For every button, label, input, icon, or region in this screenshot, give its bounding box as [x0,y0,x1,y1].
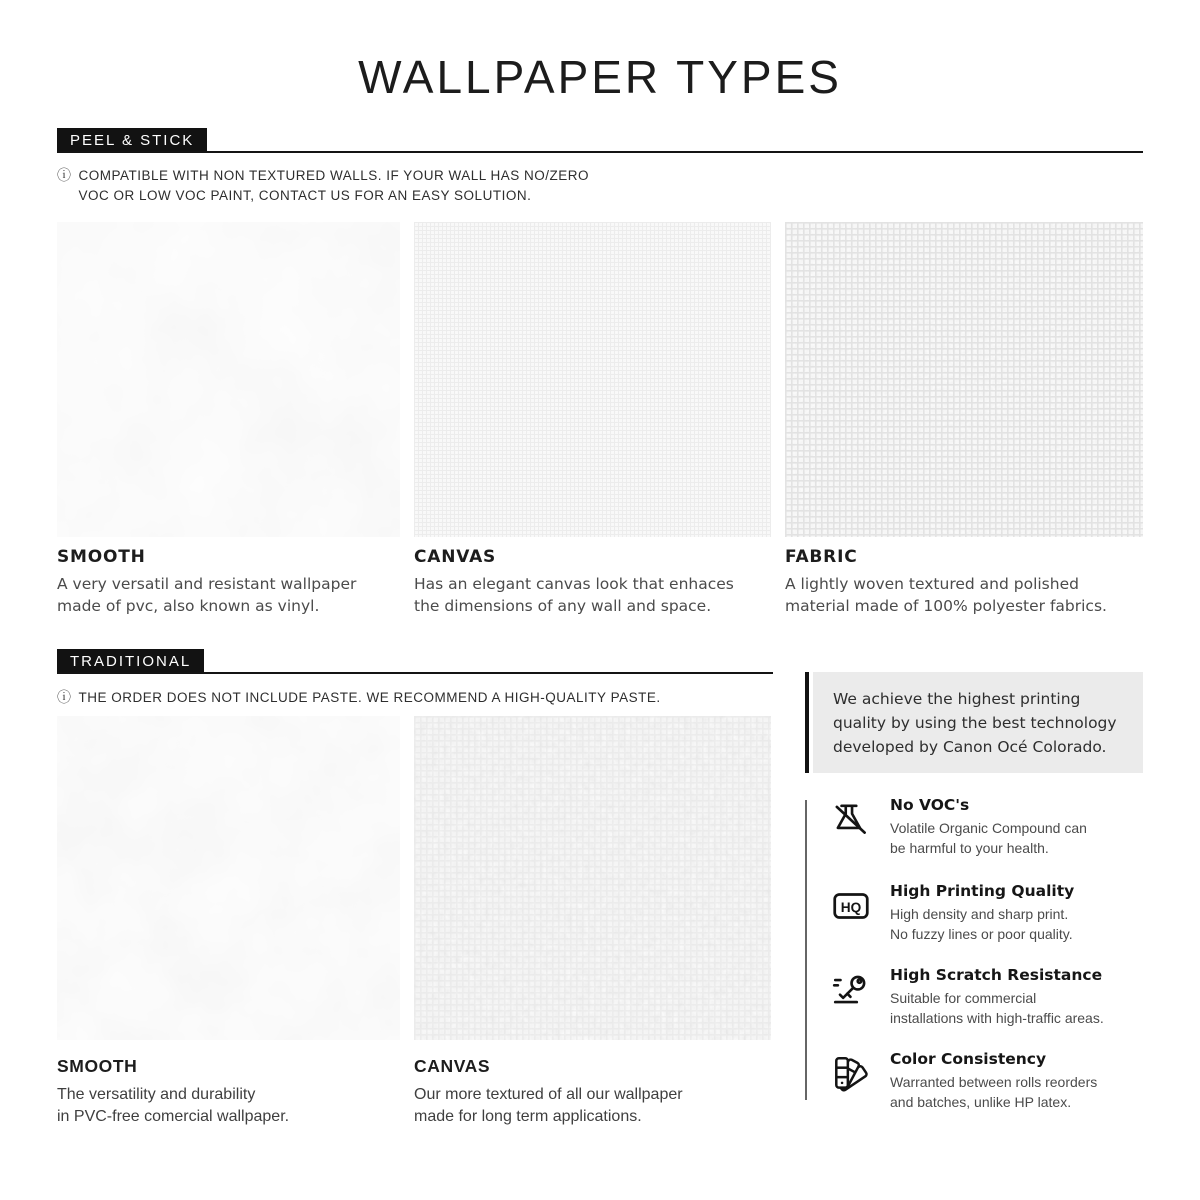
caption-fabric-peel-stick [785,547,1143,617]
feature-high-scratch-resistance [830,966,1145,1029]
swatch-description: A very versatil and resistant wallpaper made of pvc, also known as vinyl. [57,575,357,615]
feature-title: High Scratch Resistance [890,966,1103,984]
no-voc-flask-icon [830,799,872,859]
swatch-name: FABRIC [785,547,858,567]
canvas-texture-image [414,222,771,537]
swatch-name: SMOOTH [57,1056,138,1076]
section-rule-traditional [57,672,773,674]
feature-description: Warranted between rolls reorders and batches, unlike HP latex. [890,1074,1098,1111]
swatch-name: CANVAS [414,547,497,567]
feature-text [890,796,1087,859]
caption-canvas-traditional [414,1056,771,1129]
caption-smooth-peel-stick [57,547,400,617]
info-icon: ⓘ [57,690,72,706]
swatch-description: The versatility and durability in PVC-free comercial wallpaper. [57,1086,290,1126]
caption-smooth-traditional [57,1056,400,1129]
feature-title: High Printing Quality [890,882,1075,900]
section-rule-peel-stick [57,151,1143,153]
feature-no-vocs [830,796,1145,859]
swatch-row-traditional [57,716,771,1040]
color-swatchbook-icon [830,1053,872,1113]
feature-description: Suitable for commercial installations with high-traffic areas. [890,990,1104,1027]
swatch-row-peel-stick [57,222,1143,537]
feature-high-printing-quality [830,882,1145,945]
note-text: COMPATIBLE WITH NON TEXTURED WALLS. IF YOUR WALL HAS NO/ZERO VOC OR LOW VOC PAINT, CONTACT US FOR AN EASY SOLUTION. [78,168,590,204]
swatch-description: Has an elegant canvas look that enhaces the dimensions of any wall and space. [414,575,734,615]
feature-description: Volatile Organic Compound can be harmful to your health. [890,820,1087,857]
swatch-smooth-peel-stick [57,222,400,537]
swatch-canvas-traditional [414,716,771,1040]
section-badge-traditional: TRADITIONAL [57,649,204,674]
feature-color-consistency [830,1050,1145,1113]
caption-row-traditional [57,1056,771,1129]
hq-badge-icon [830,885,872,945]
feature-text [890,1050,1097,1113]
swatch-name: SMOOTH [57,547,146,567]
feature-text [890,966,1104,1029]
fabric-texture-image [785,222,1143,537]
note-traditional [57,688,661,709]
printing-quality-quote: We achieve the highest printing quality by using the best technology developed by Canon Océ Colorado. [813,672,1143,773]
note-text: THE ORDER DOES NOT INCLUDE PASTE. WE RECOMMEND A HIGH-QUALITY PASTE. [78,690,661,705]
swatch-smooth-traditional [57,716,400,1040]
note-peel-stick [57,166,589,207]
features-divider [805,800,807,1100]
rough-canvas-texture-image [414,716,771,1040]
feature-title: Color Consistency [890,1050,1047,1068]
feature-text [890,882,1074,945]
svg-text:HQ: HQ [840,899,862,915]
info-icon: ⓘ [57,168,72,184]
caption-row-peel-stick [57,547,1143,617]
page-title: WALLPAPER TYPES [358,51,842,103]
swatch-canvas-peel-stick [414,222,771,537]
swatch-description: Our more textured of all our wallpaper made for long term applications. [414,1086,683,1126]
smooth-texture-image [57,222,400,537]
smooth-texture-image [57,716,400,1040]
scratch-key-icon [830,969,872,1029]
feature-description: High density and sharp print. No fuzzy lines or poor quality. [890,906,1073,943]
swatch-fabric-peel-stick [785,222,1143,537]
quote-accent-bar [805,672,809,773]
feature-title: No VOC's [890,796,970,814]
caption-canvas-peel-stick [414,547,771,617]
swatch-name: CANVAS [414,1056,491,1076]
section-badge-peel-stick: PEEL & STICK [57,128,207,153]
swatch-description: A lightly woven textured and polished material made of 100% polyester fabrics. [785,575,1107,615]
